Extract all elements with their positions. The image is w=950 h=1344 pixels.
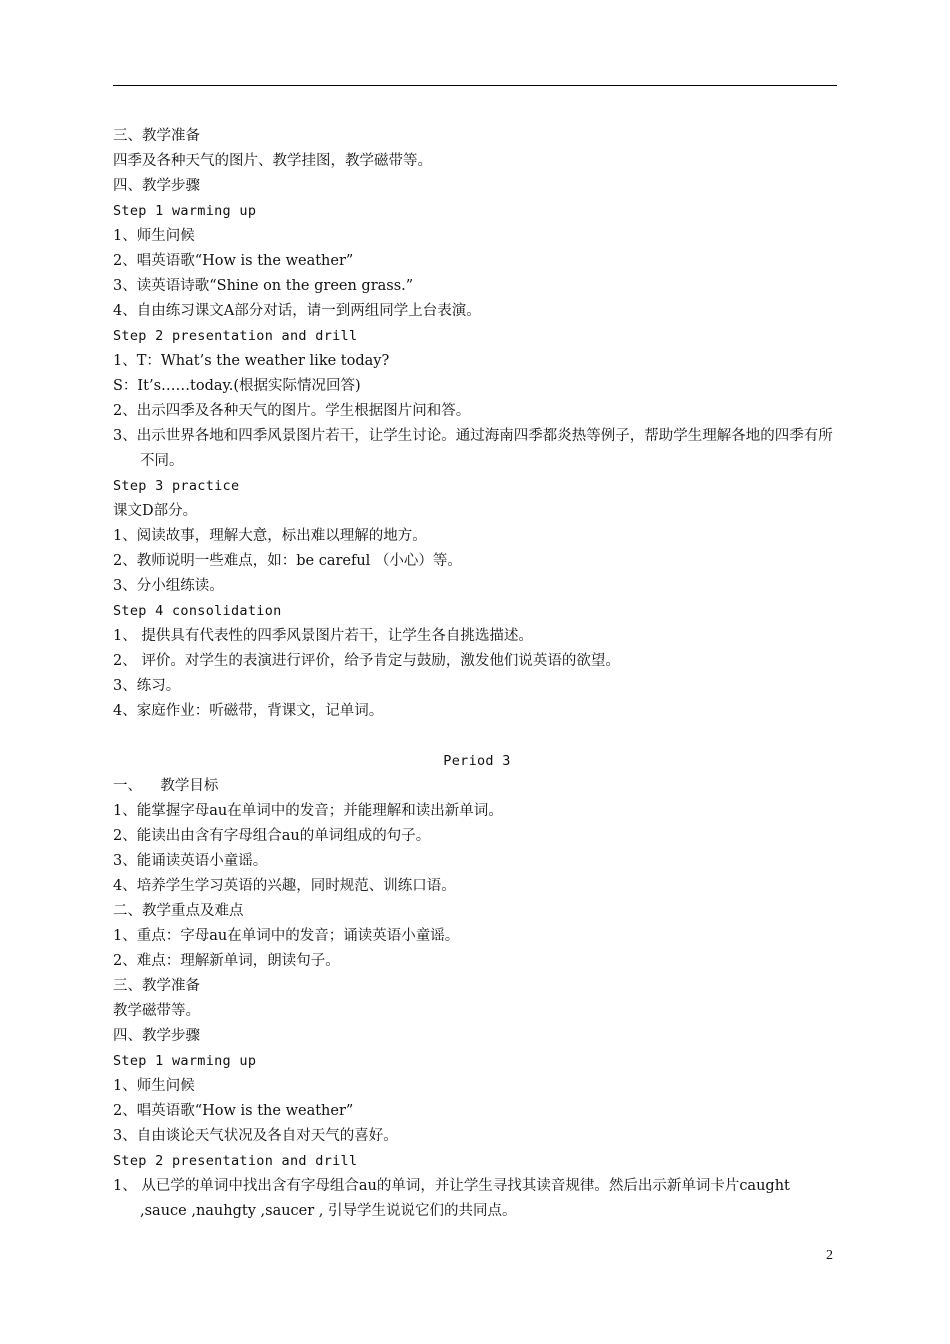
text-line: 3、能诵读英语小童谣。 [113, 853, 268, 869]
text-line: S：It’s……today.(根据实际情况回答) [113, 378, 361, 394]
text-line: 2、教师说明一些难点，如：be careful （小心）等。 [113, 553, 462, 569]
text-line: 1、 提供具有代表性的四季风景图片若干，让学生各自挑选描述。 [113, 628, 533, 644]
text-line: 教学磁带等。 [113, 1003, 200, 1019]
step-heading: Step 2 presentation and drill [113, 328, 358, 344]
text-line: 4、家庭作业：听磁带，背课文，记单词。 [113, 703, 384, 719]
text-line: 3、自由谈论天气状况及各自对天气的喜好。 [113, 1128, 398, 1144]
text-line: 1、师生问候 [113, 228, 195, 244]
text-line: 4、培养学生学习英语的兴趣，同时规范、训练口语。 [113, 878, 456, 894]
step-heading: Step 3 practice [113, 478, 240, 494]
text-line: 2、 评价。对学生的表演进行评价，给予肯定与鼓励，激发他们说英语的欲望。 [113, 653, 620, 669]
text-line: 四季及各种天气的图片、教学挂图，教学磁带等。 [113, 153, 432, 169]
document-body [113, 124, 841, 1224]
section-heading: 三、教学准备 [113, 978, 200, 994]
section-heading: 三、教学准备 [113, 128, 200, 144]
text-line: 3、分小组练读。 [113, 578, 224, 594]
text-line: 2、难点：理解新单词，朗读句子。 [113, 953, 340, 969]
step-heading: Step 1 warming up [113, 1053, 257, 1069]
period-title: Period 3 [443, 753, 511, 769]
section-heading: 四、教学步骤 [113, 178, 200, 194]
text-line: 3、练习。 [113, 678, 181, 694]
text-line: 2、唱英语歌“How is the weather” [113, 1103, 354, 1119]
section-heading: 四、教学步骤 [113, 1028, 200, 1044]
text-line: 1、师生问候 [113, 1078, 195, 1094]
step-heading: Step 1 warming up [113, 203, 257, 219]
wrapped-paragraph: 1、 从已学的单词中找出含有字母组合au的单词，并让学生寻找其读音规律。然后出示新单词卡片caught ,sauce ,nauhgty ,saucer , 引导学生说说它们的共同点。 [113, 1178, 790, 1219]
step-heading: Step 2 presentation and drill [113, 1153, 358, 1169]
step-heading: Step 4 consolidation [113, 603, 282, 619]
section-heading: 二、教学重点及难点 [113, 903, 244, 919]
text-line: 2、能读出由含有字母组合au的单词组成的句子。 [113, 828, 431, 844]
text-line: 1、重点：字母au在单词中的发音；诵读英语小童谣。 [113, 928, 460, 944]
text-line: 4、自由练习课文A部分对话，请一到两组同学上台表演。 [113, 303, 481, 319]
text-line: 1、阅读故事，理解大意，标出难以理解的地方。 [113, 528, 427, 544]
spacer [113, 724, 841, 749]
wrapped-paragraph: 3、出示世界各地和四季风景图片若干，让学生讨论。通过海南四季都炎热等例子，帮助学生理解各地的四季有所不同。 [113, 428, 833, 469]
text-line: 课文D部分。 [113, 503, 198, 519]
text-line: 3、读英语诗歌“Shine on the green grass.” [113, 278, 414, 294]
text-line: 2、唱英语歌“How is the weather” [113, 253, 354, 269]
header-rule [113, 85, 837, 86]
text-line: 1、T：What’s the weather like today? [113, 353, 390, 369]
text-line: 1、能掌握字母au在单词中的发音；并能理解和读出新单词。 [113, 803, 503, 819]
section-heading: 一、 教学目标 [113, 778, 219, 794]
text-line: 2、出示四季及各种天气的图片。学生根据图片问和答。 [113, 403, 471, 419]
page-number: 2 [826, 1248, 833, 1263]
